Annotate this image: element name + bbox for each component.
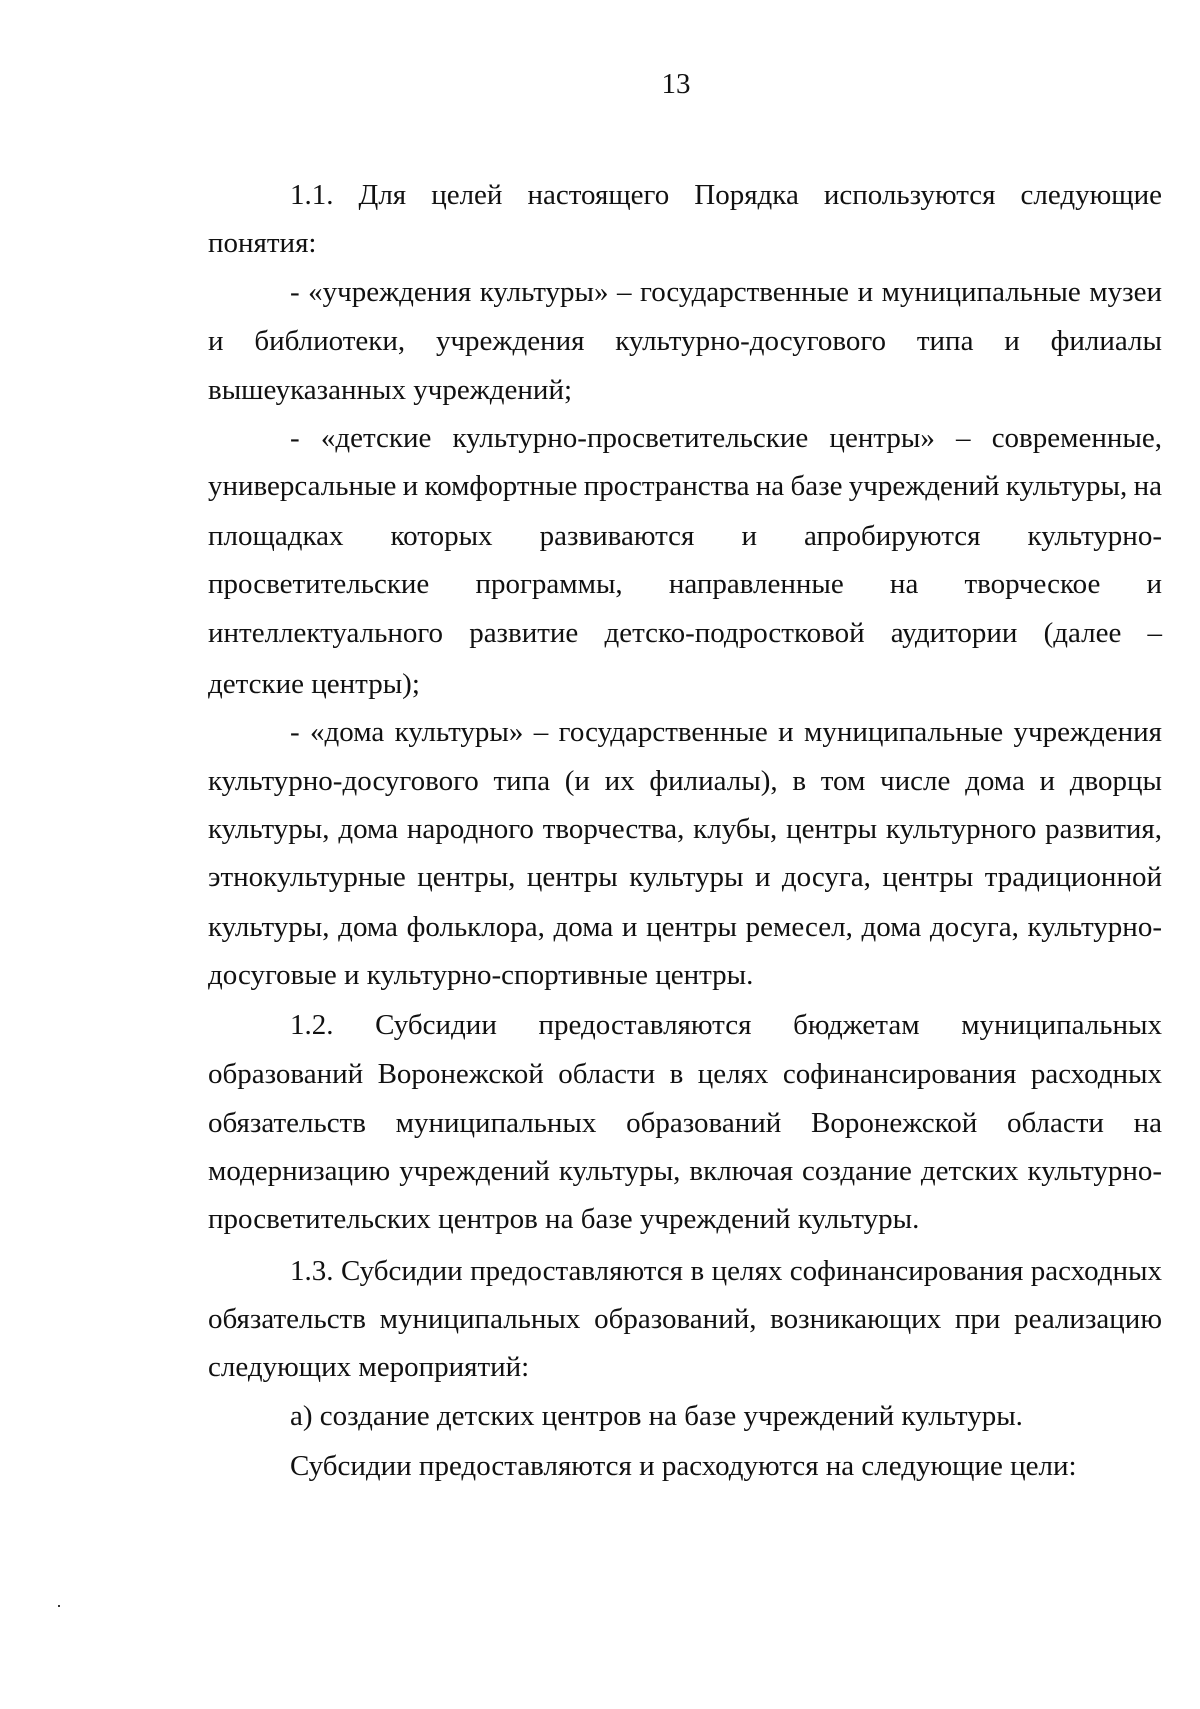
- text-line: досуговые и культурно-спортивные центры.: [208, 958, 754, 991]
- text-line: 1.1. Для целей настоящего Порядка используются следующие: [290, 178, 1162, 211]
- text-line: обязательств муниципальных образований, возникающих при реализацию: [208, 1302, 1162, 1335]
- text-line: понятия:: [208, 227, 317, 260]
- text-line: культуры, дома народного творчества, клубы, центры культурного развития,: [208, 813, 1162, 846]
- text-line: 1.2. Субсидии предоставляются бюджетам муниципальных: [290, 1009, 1162, 1042]
- text-line: культурно-досугового типа (и их филиалы), в том числе дома и дворцы: [208, 765, 1162, 798]
- text-line: - «детские культурно-просветительские центры» – современные,: [290, 422, 1162, 455]
- text-line: 1.3. Субсидии предоставляются в целях софинансирования расходных: [290, 1254, 1162, 1287]
- text-line: - «дома культуры» – государственные и муниципальные учреждения: [290, 715, 1162, 748]
- text-line: модернизацию учреждений культуры, включая создание детских культурно-: [208, 1155, 1162, 1188]
- text-line: а) создание детских центров на базе учреждений культуры.: [290, 1400, 1023, 1433]
- page-number: 13: [661, 68, 691, 100]
- text-line: просветительские программы, направленные на творческое и: [208, 567, 1162, 600]
- text-line: интеллектуального развитие детско-подростковой аудитории (далее –: [208, 617, 1162, 650]
- text-line: просветительских центров на базе учреждений культуры.: [208, 1203, 920, 1236]
- text-line: образований Воронежской области в целях софинансирования расходных: [208, 1057, 1162, 1090]
- text-line: универсальные и комфортные пространства на базе учреждений культуры, на: [208, 470, 1162, 503]
- text-line: площадках которых развиваются и апробируются культурно-: [208, 519, 1162, 552]
- text-line: детские центры);: [208, 667, 420, 700]
- text-line: обязательств муниципальных образований Воронежской области на: [208, 1106, 1162, 1139]
- text-line: Субсидии предоставляются и расходуются на следующие цели:: [290, 1449, 1077, 1482]
- text-line: и библиотеки, учреждения культурно-досугового типа и филиалы: [208, 324, 1162, 357]
- text-line: вышеуказанных учреждений;: [208, 373, 573, 406]
- scan-speck: [58, 1605, 60, 1607]
- text-line: следующих мероприятий:: [208, 1351, 530, 1384]
- text-line: культуры, дома фольклора, дома и центры ремесел, дома досуга, культурно-: [208, 910, 1162, 943]
- text-line: - «учреждения культуры» – государственные и муниципальные музеи: [290, 276, 1162, 309]
- text-line: этнокультурные центры, центры культуры и досуга, центры традиционной: [208, 861, 1162, 894]
